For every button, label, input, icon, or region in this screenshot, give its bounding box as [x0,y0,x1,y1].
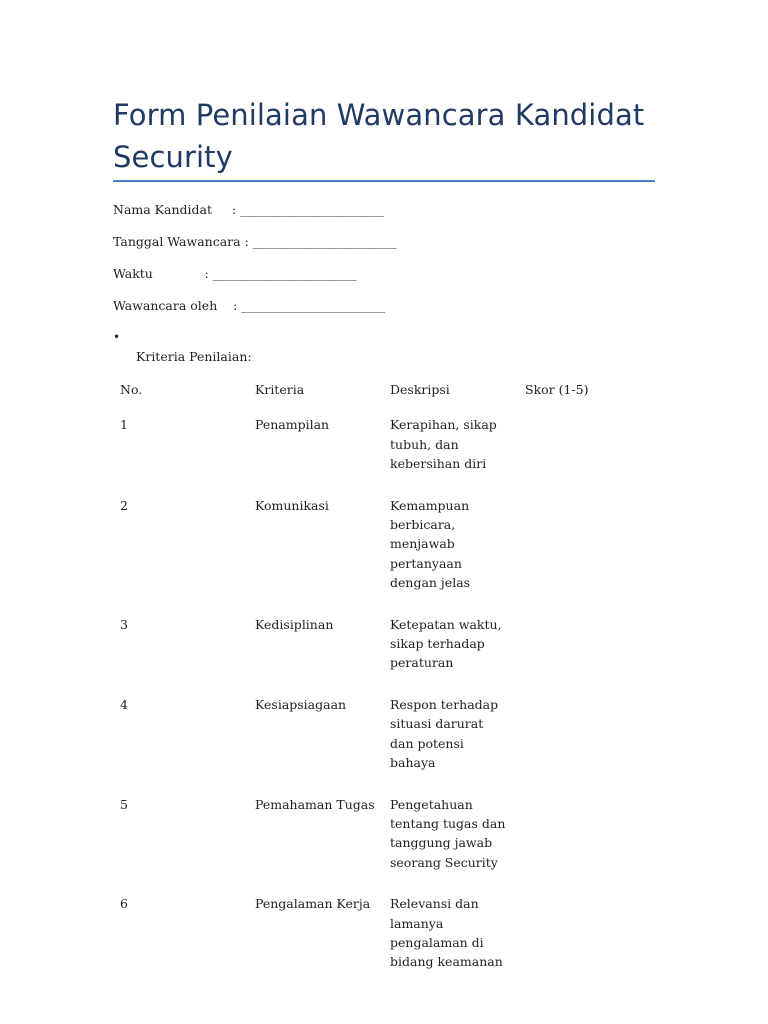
header-kriteria: Kriteria [255,382,305,397]
table-row [113,886,643,986]
cell-kriteria: Kesiapsiagaan [255,696,347,712]
cell-kriteria: Pengalaman Kerja [255,896,371,912]
bullet-marker: • [113,330,121,344]
cell-kriteria: Kedisiplinan [255,616,334,632]
field-nama-kandidat: Nama Kandidat : _______________________ [113,202,384,217]
table-row [113,488,643,607]
criteria-table [113,372,643,986]
section-label: Kriteria Penilaian: [136,349,252,364]
cell-kriteria: Komunikasi [255,497,329,513]
cell-no: 5 [120,796,128,812]
cell-deskripsi: Kemampuan berbicara, menjawab pertanyaan dengan jelas [390,497,471,591]
cell-no: 6 [120,896,128,912]
cell-no: 4 [120,696,128,712]
cell-kriteria: Penampilan [255,417,330,433]
cell-deskripsi: Pengetahuan tentang tugas dan tanggung jawab seorang Security [390,796,506,870]
cell-skor [518,407,643,487]
page-title: Form Penilaian Wawancara Kandidat Security [113,98,645,174]
header-skor: Skor (1-5) [525,382,589,397]
field-tanggal-wawancara: Tanggal Wawancara : _______________________ [113,234,397,249]
cell-deskripsi: Ketepatan waktu, sikap terhadap peraturan [390,616,502,671]
cell-skor [518,488,643,607]
cell-deskripsi: Respon terhadap situasi darurat dan potensi bahaya [390,696,499,771]
cell-no: 1 [120,417,128,433]
cell-skor [518,886,643,986]
cell-no: 3 [120,616,128,632]
table-header-row [113,372,643,407]
cell-deskripsi: Kerapihan, sikap tubuh, dan kebersihan diri [390,417,497,472]
cell-no: 2 [120,497,128,513]
table-row [113,607,643,687]
cell-skor [518,687,643,787]
cell-skor [518,607,643,687]
table-row [113,787,643,887]
cell-kriteria: Pemahaman Tugas [255,796,375,812]
cell-deskripsi: Relevansi dan lamanya pengalaman di bidang keamanan [390,896,503,970]
table-row [113,687,643,787]
table-row [113,407,643,487]
header-no: No. [120,382,143,397]
field-wawancara-oleh: Wawancara oleh : _______________________ [113,298,386,313]
header-deskripsi: Deskripsi [390,382,450,397]
cell-skor [518,787,643,887]
field-waktu: Waktu : _______________________ [113,266,357,281]
title-underline [113,180,655,182]
